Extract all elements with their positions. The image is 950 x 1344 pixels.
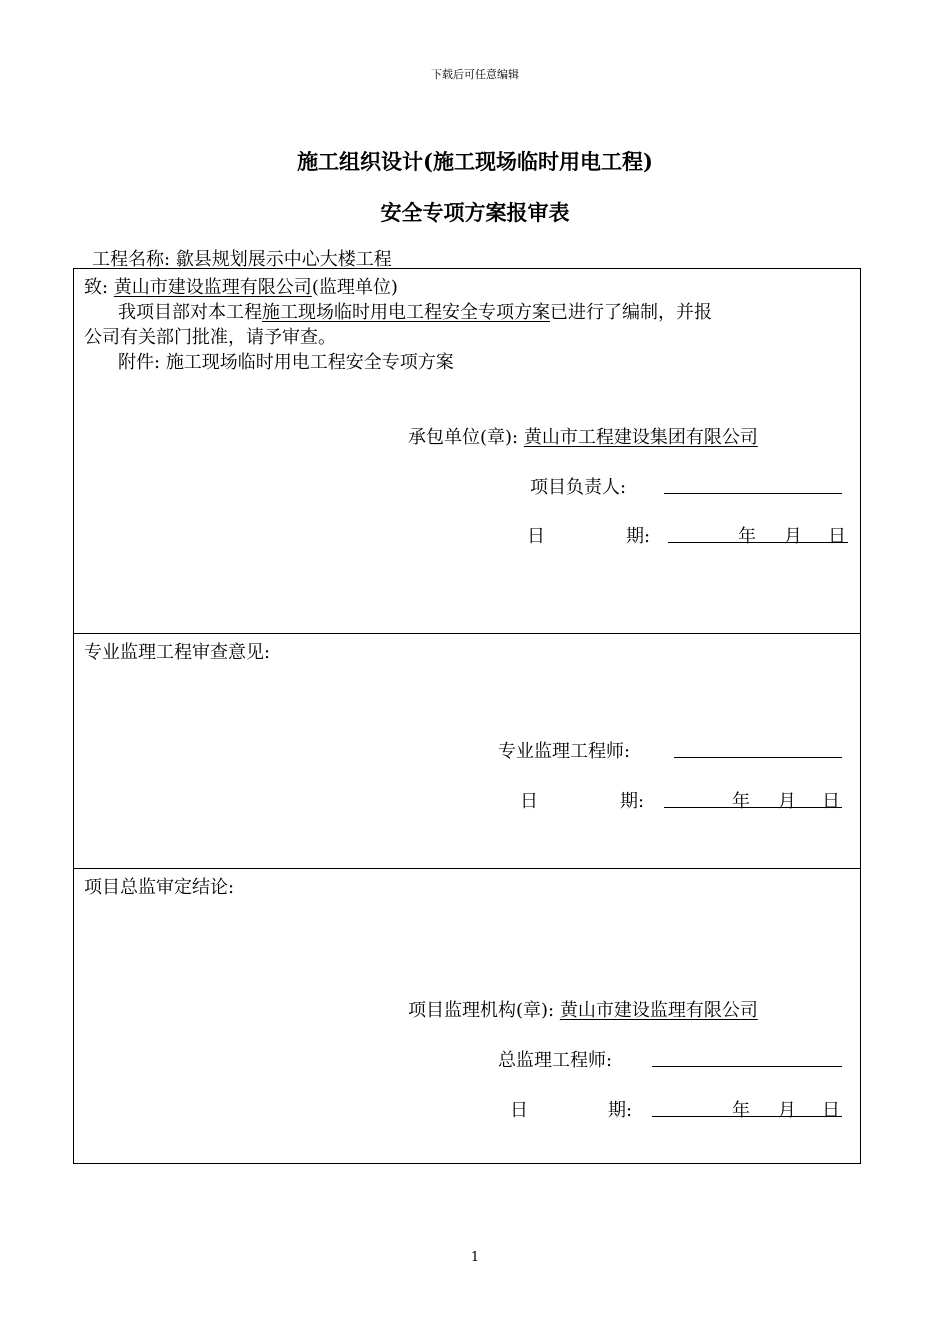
submission-body-line1 <box>118 298 712 324</box>
engineer-signature-field[interactable] <box>674 737 842 758</box>
date-day: 日 <box>822 1100 840 1121</box>
chief-signature-field[interactable] <box>652 1046 842 1067</box>
date-month: 月 <box>778 1100 796 1121</box>
date-label-qi: 期: <box>626 526 651 547</box>
date-day: 日 <box>828 526 846 547</box>
manager-line <box>530 473 626 499</box>
to-label: 致: <box>84 277 109 298</box>
addressee-line <box>84 273 398 299</box>
date-label-qi: 期: <box>620 791 645 812</box>
date-year: 年 <box>732 1100 750 1121</box>
body-plan-name: 施工现场临时用电工程安全专项方案 <box>262 302 550 323</box>
contractor-name: 黄山市工程建设集团有限公司 <box>523 427 758 448</box>
chief-label: 总监理工程师: <box>498 1050 613 1071</box>
date-year: 年 <box>738 526 756 547</box>
review-opinion-heading: 专业监理工程审查意见: <box>84 642 271 663</box>
date-label-qi: 期: <box>608 1100 633 1121</box>
body-suffix: 已进行了编制，并报 <box>550 302 712 323</box>
date-field-1[interactable] <box>668 522 848 543</box>
date-month: 月 <box>784 526 802 547</box>
supervision-unit: 黄山市建设监理有限公司 <box>113 277 312 298</box>
agency-label: 项目监理机构(章): <box>408 1000 555 1021</box>
contractor-line <box>408 423 758 449</box>
date-label-ri: 日 <box>527 526 545 547</box>
page-title: 施工组织设计(施工现场临时用电工程) <box>297 149 653 174</box>
contractor-label: 承包单位(章): <box>408 427 519 448</box>
page-number: 1 <box>470 1250 480 1265</box>
date-day: 日 <box>822 791 840 812</box>
section-divider-1 <box>73 633 861 634</box>
header-note: 下载后可任意编辑 <box>431 68 519 81</box>
project-label: 工程名称: <box>92 249 171 270</box>
attachment-text: 施工现场临时用电工程安全专项方案 <box>165 352 454 373</box>
engineer-label: 专业监理工程师: <box>498 741 631 762</box>
page-subtitle: 安全专项方案报审表 <box>380 200 570 225</box>
date-year: 年 <box>732 791 750 812</box>
agency-line <box>408 996 758 1022</box>
attachment-line <box>118 348 454 374</box>
agency-name: 黄山市建设监理有限公司 <box>559 1000 758 1021</box>
date-label-ri: 日 <box>510 1100 528 1121</box>
project-name: 歙县规划展示中心大楼工程 <box>175 249 392 270</box>
date-label-ri: 日 <box>520 791 538 812</box>
body-prefix: 我项目部对本工程 <box>118 302 262 323</box>
section-divider-2 <box>73 868 861 869</box>
submission-body-line2: 公司有关部门批准，请予审查。 <box>84 327 336 348</box>
manager-label: 项目负责人: <box>530 477 627 498</box>
date-field-2[interactable] <box>664 787 842 808</box>
date-month: 月 <box>778 791 796 812</box>
to-suffix: (监理单位) <box>311 277 398 298</box>
attachment-label: 附件: <box>118 352 161 373</box>
form-table <box>73 268 861 1164</box>
chief-conclusion-heading: 项目总监审定结论: <box>84 877 235 898</box>
manager-signature-field[interactable] <box>664 473 842 494</box>
